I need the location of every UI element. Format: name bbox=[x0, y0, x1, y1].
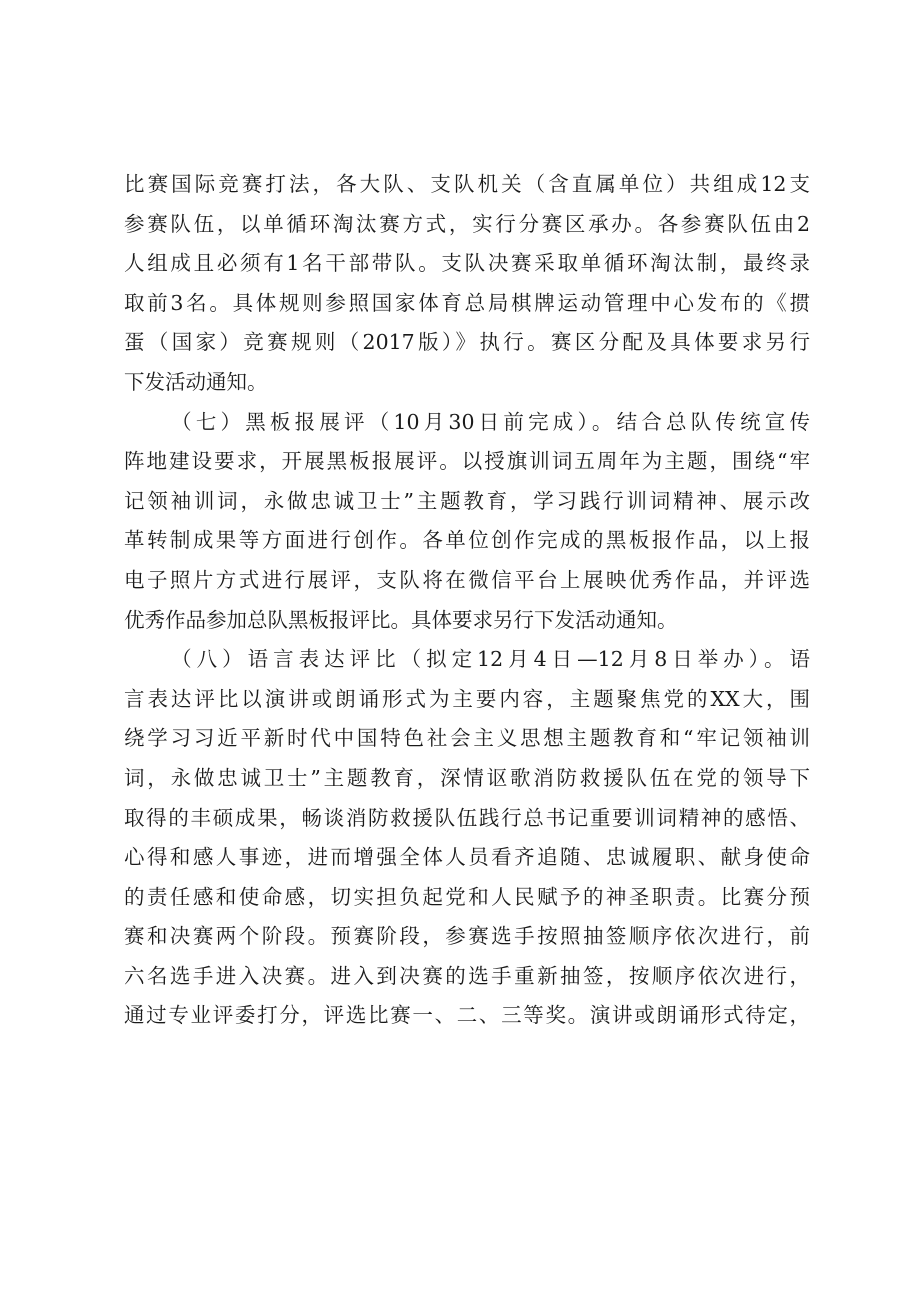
text-line: 六名选手进入决赛。进入到决赛的选手重新抽签，按顺序依次进行， bbox=[124, 963, 810, 988]
text-line: 取得的丰硕成果，畅谈消防救援队伍践行总书记重要训词精神的感悟、 bbox=[124, 805, 810, 830]
document-body bbox=[124, 165, 810, 1036]
text-line: 的责任感和使命感，切实担负起党和人民赋予的神圣职责。比赛分预 bbox=[124, 884, 810, 909]
text-line: 通过专业评委打分，评选比赛一、二、三等奖。演讲或朗诵形式待定， bbox=[124, 1003, 810, 1028]
text-line: 取前3名。具体规则参照国家体育总局棋牌运动管理中心发布的《掼 bbox=[124, 290, 810, 315]
paragraph-speech-contest bbox=[124, 640, 810, 1036]
text-line: （八）语言表达评比（拟定12月4日—12月8日举办）。语 bbox=[171, 647, 810, 672]
text-line: （七）黑板报展评（10月30日前完成）。结合总队传统宣传 bbox=[171, 409, 810, 434]
text-line: 言表达评比以演讲或朗诵形式为主要内容，主题聚焦党的XX大，围 bbox=[124, 686, 810, 711]
text-line: 比赛国际竞赛打法，各大队、支队机关（含直属单位）共组成12支 bbox=[124, 172, 810, 196]
text-line: 词，永做忠诚卫士”主题教育，深情讴歌消防救援队伍在党的领导下 bbox=[124, 765, 810, 790]
text-line: 赛和决赛两个阶段。预赛阶段，参赛选手按照抽签顺序依次进行，前 bbox=[124, 924, 810, 949]
text-line: 电子照片方式进行展评，支队将在微信平台上展映优秀作品，并评选 bbox=[124, 567, 810, 592]
text-line: 优秀作品参加总队黑板报评比。具体要求另行下发活动通知。 bbox=[124, 607, 678, 632]
text-line: 参赛队伍，以单循环淘汰赛方式，实行分赛区承办。各参赛队伍由2 bbox=[124, 211, 810, 236]
paragraph-blackboard-exhibition bbox=[124, 403, 810, 641]
text-line: 记领袖训词，永做忠诚卫士”主题教育，学习践行训词精神、展示改 bbox=[124, 488, 810, 513]
paragraph-continued-rules bbox=[124, 165, 810, 403]
text-line: 阵地建设要求，开展黑板报展评。以授旗训词五周年为主题，围绕“牢 bbox=[124, 449, 810, 474]
text-line: 下发活动通知。 bbox=[124, 369, 268, 394]
text-line: 人组成且必须有1名干部带队。支队决赛采取单循环淘汰制，最终录 bbox=[124, 251, 810, 276]
text-line: 心得和感人事迹，进而增强全体人员看齐追随、忠诚履职、献身使命 bbox=[124, 845, 810, 870]
text-line: 绕学习习近平新时代中国特色社会主义思想主题教育和“牢记领袖训 bbox=[124, 726, 810, 751]
text-line: 革转制成果等方面进行创作。各单位创作完成的黑板报作品，以上报 bbox=[124, 528, 810, 553]
text-line: 蛋（国家）竞赛规则（2017版）》执行。赛区分配及具体要求另行 bbox=[124, 330, 810, 355]
